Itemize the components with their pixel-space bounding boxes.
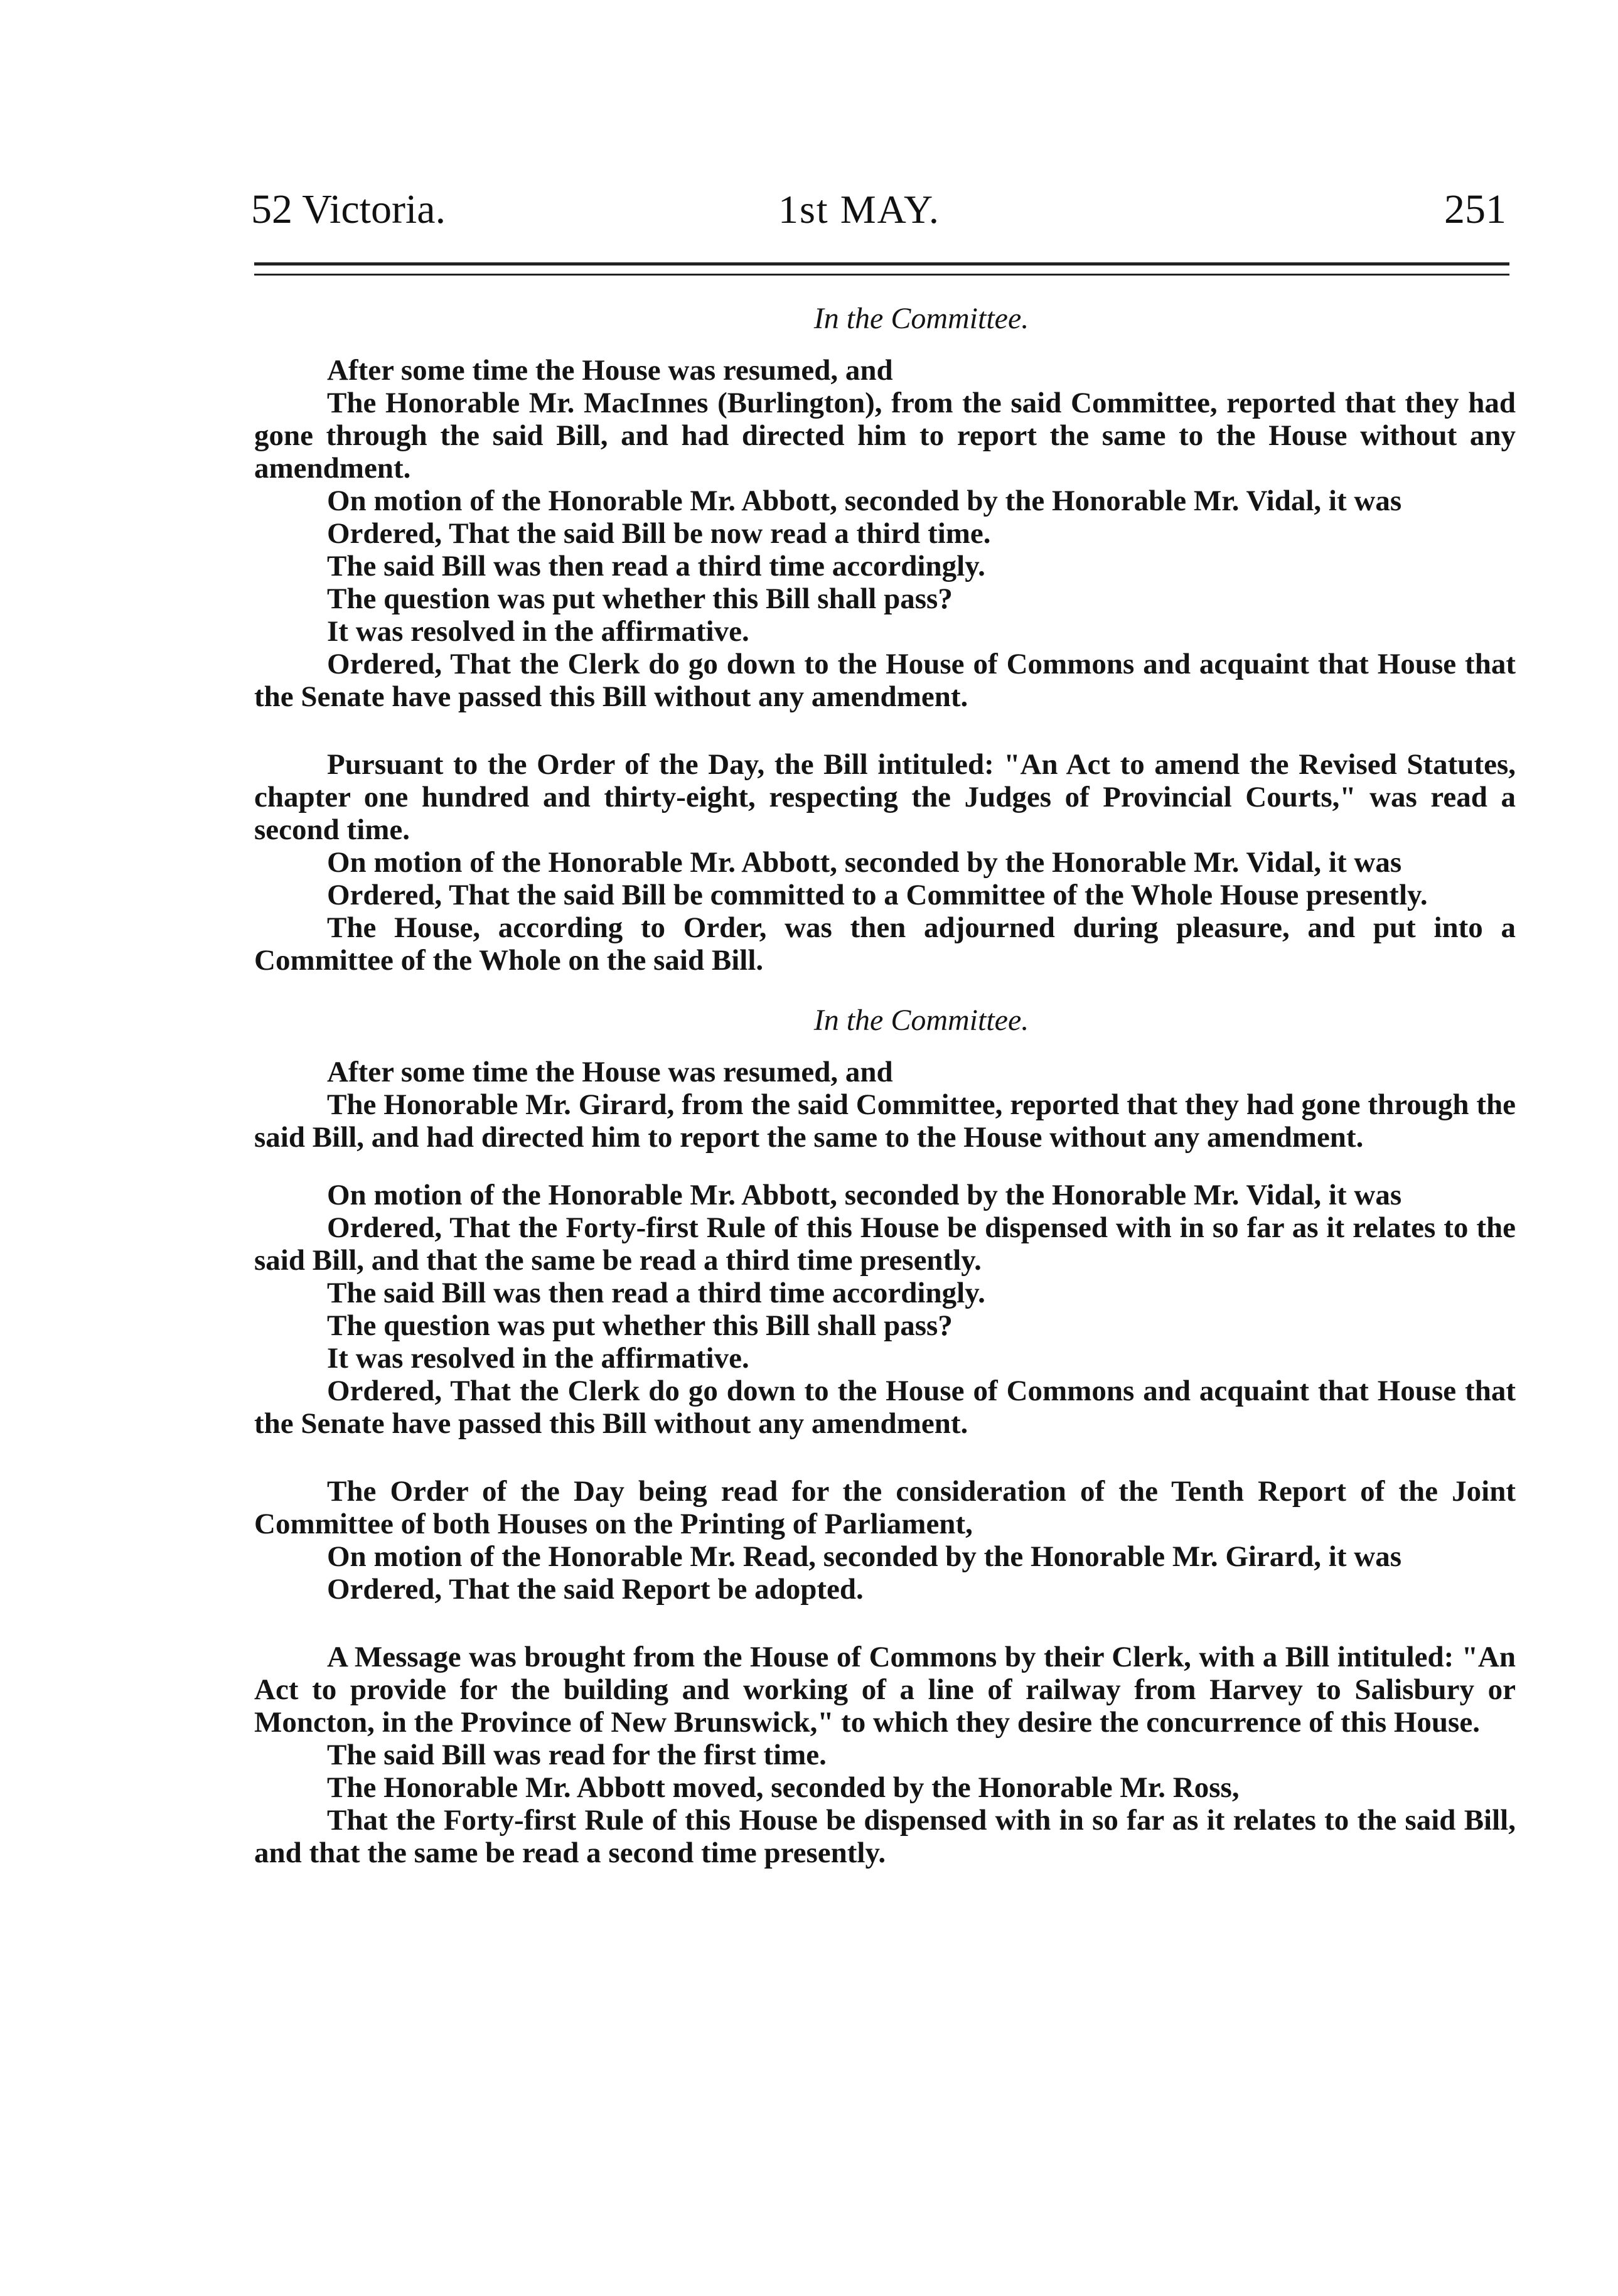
page-body [254, 300, 1516, 1869]
paragraph: It was resolved in the affirmative. [327, 1342, 749, 1375]
paragraph: The Honorable Mr. Girard, from the said Committee, reported that they had gone through the said Bill, and had directed him to report the same to the House without any amendment. [254, 1088, 1516, 1154]
paragraph: On motion of the Honorable Mr. Abbott, seconded by the Honorable Mr. Vidal, it was [327, 846, 1402, 879]
paragraph: After some time the House was resumed, and [327, 1056, 893, 1088]
paragraph: The Order of the Day being read for the consideration of the Tenth Report of the Joint Committee of both Houses on the Printing of Parliament, [254, 1475, 1516, 1540]
header-session: 52 Victoria. [251, 186, 446, 232]
paragraph: Ordered, That the said Bill be now read a third time. [327, 517, 991, 550]
paragraph: Ordered, That the said Report be adopted. [327, 1573, 864, 1606]
paragraph: The Honorable Mr. MacInnes (Burlington), from the said Committee, reported that they had gone through the said Bill, and had directed him to report the same to the House without any amendment. [254, 387, 1516, 485]
paragraph: On motion of the Honorable Mr. Read, seconded by the Honorable Mr. Girard, it was [327, 1540, 1401, 1573]
paragraph: The Honorable Mr. Abbott moved, seconded by the Honorable Mr. Ross, [327, 1771, 1240, 1804]
paragraph: A Message was brought from the House of Commons by their Clerk, with a Bill intituled: "An Act to provide for the building and working of a line of railway from Harvey to Salisbury or Moncton, in the Province of New Brunswick," to which they desire the concurrence of this House. [254, 1641, 1516, 1739]
page-header [251, 186, 1506, 249]
paragraph: On motion of the Honorable Mr. Abbott, seconded by the Honorable Mr. Vidal, it was [327, 485, 1402, 517]
paragraph: Ordered, That the Forty-first Rule of this House be dispensed with in so far as it relates to the said Bill, and that the same be read a third time presently. [254, 1211, 1516, 1277]
paragraph: Ordered, That the said Bill be committed to a Committee of the Whole House presently. [327, 879, 1428, 911]
header-rule-thick [254, 262, 1509, 266]
header-rule-thin [254, 274, 1509, 276]
section-heading-committee-1: In the Committee. [813, 302, 1029, 335]
paragraph: Ordered, That the Clerk do go down to the House of Commons and acquaint that House that the Senate have passed this Bill without any amendment. [254, 1375, 1516, 1440]
paragraph: Pursuant to the Order of the Day, the Bill intituled: "An Act to amend the Revised Statutes, chapter one hundred and thirty-eight, respecting the Judges of Provincial Courts," was read a second time. [254, 748, 1516, 846]
paragraph: The said Bill was then read a third time accordingly. [327, 1277, 985, 1309]
paragraph: The said Bill was read for the first time. [327, 1739, 827, 1771]
section-heading-committee-2: In the Committee. [813, 1004, 1029, 1037]
header-page-number: 251 [1444, 186, 1506, 232]
paragraph: The question was put whether this Bill shall pass? [327, 582, 953, 615]
paragraph: That the Forty-first Rule of this House be dispensed with in so far as it relates to the said Bill, and that the same be read a second time presently. [254, 1804, 1516, 1869]
paragraph: Ordered, That the Clerk do go down to the House of Commons and acquaint that House that the Senate have passed this Bill without any amendment. [254, 648, 1516, 713]
paragraph: It was resolved in the affirmative. [327, 615, 749, 648]
paragraph: The House, according to Order, was then adjourned during pleasure, and put into a Committee of the Whole on the said Bill. [254, 911, 1516, 977]
paragraph: After some time the House was resumed, and [327, 354, 893, 387]
paragraph: The said Bill was then read a third time accordingly. [327, 550, 985, 582]
paragraph: The question was put whether this Bill shall pass? [327, 1309, 953, 1342]
header-date: 1st MAY. [778, 187, 940, 232]
paragraph: On motion of the Honorable Mr. Abbott, seconded by the Honorable Mr. Vidal, it was [327, 1179, 1402, 1211]
